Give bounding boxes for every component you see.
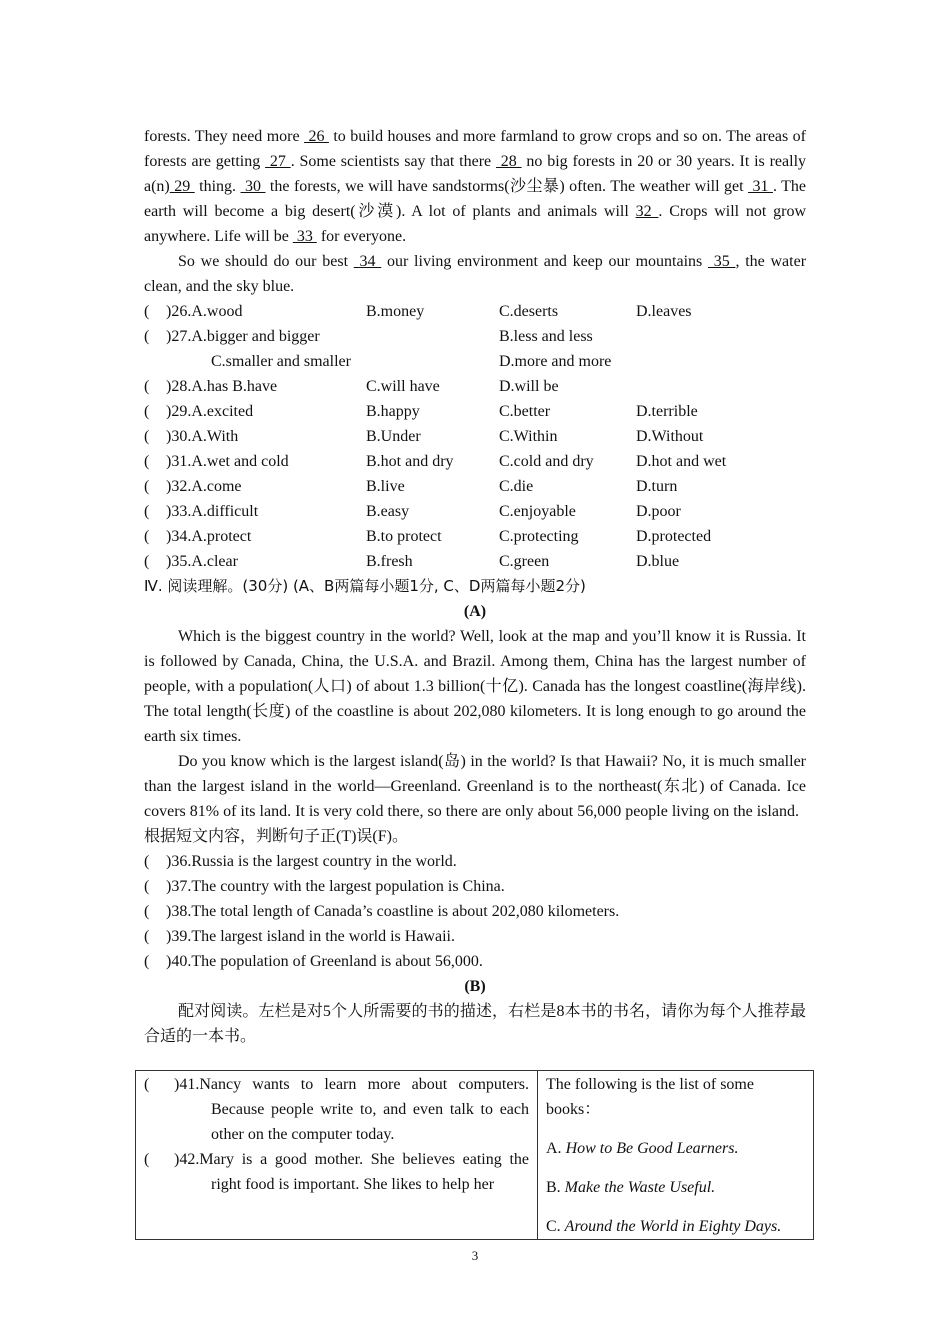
descriptions-column — [136, 1071, 538, 1240]
cloze-text: thing. — [194, 178, 241, 195]
option-a: )29.A.excited — [166, 403, 254, 420]
option-row — [144, 549, 806, 574]
books-intro: The following is the list of some books： — [546, 1076, 754, 1118]
question-text: Mary is a good mother. She believes eating the right food is important. She likes to help her — [199, 1151, 529, 1193]
option-c: C.green — [499, 553, 550, 570]
cloze-blank: 31 — [748, 178, 773, 195]
option-row — [144, 374, 806, 399]
cloze-text: forests. They need more — [144, 128, 305, 145]
page-content — [144, 124, 806, 1049]
option-d: D.hot and wet — [636, 453, 727, 470]
option-c: C.Within — [499, 428, 558, 445]
option-a: )35.A.clear — [166, 553, 238, 570]
option-a: )28.A.has B.have — [166, 378, 278, 395]
cloze-blank: 28 — [495, 153, 522, 170]
cloze-text: . The earth will become a big desert(沙漠). A lot of plants and animals will — [144, 178, 807, 220]
option-c: B.less and less — [499, 328, 593, 345]
tf-statement: )36.Russia is the largest country in the world. — [166, 853, 457, 870]
option-row — [144, 499, 806, 524]
option-row — [144, 424, 806, 449]
book-item: C. Around the World in Eighty Days. — [546, 1218, 782, 1235]
option-row — [144, 324, 806, 349]
cloze-text: . Crops will not grow anywhere. Life will be — [144, 203, 807, 245]
option-row — [144, 474, 806, 499]
cloze-text: the forests, we will have sandstorms(沙尘暴) often. The weather will get — [265, 178, 749, 195]
tf-question — [144, 899, 806, 924]
answer-paren[interactable]: ( — [144, 953, 150, 970]
answer-paren[interactable]: ( — [144, 878, 150, 895]
option-c: C.deserts — [499, 303, 559, 320]
cloze-blank: 26 — [304, 128, 329, 145]
option-d: D.protected — [636, 528, 712, 545]
answer-paren[interactable]: ( — [144, 378, 150, 395]
matching-question: ( )42.Mary is a good mother. She believes eating the right food is important. She likes to help her — [144, 1151, 529, 1193]
option-b: B.fresh — [366, 553, 413, 570]
tf-question — [144, 874, 806, 899]
tf-statement: )38.The total length of Canada’s coastline is about 202,080 kilometers. — [166, 903, 620, 920]
answer-paren[interactable]: ( — [144, 903, 150, 920]
option-c: C.smaller and smaller — [211, 353, 351, 370]
book-item: B. Make the Waste Useful. — [546, 1179, 716, 1196]
cloze-blank: 29 — [169, 178, 195, 195]
option-c: C.die — [499, 478, 534, 495]
tf-question — [144, 924, 806, 949]
option-b: B.hot and dry — [366, 453, 454, 470]
option-b: B.Under — [366, 428, 421, 445]
answer-paren[interactable]: ( — [144, 528, 150, 545]
option-d: D.Without — [636, 428, 704, 445]
tf-statement: )39.The largest island in the world is Hawaii. — [166, 928, 455, 945]
tf-question — [144, 949, 806, 974]
answer-paren[interactable]: ( — [144, 553, 150, 570]
option-a: )32.A.come — [166, 478, 242, 495]
page-number: 3 — [471, 1248, 479, 1263]
option-d: D.turn — [636, 478, 678, 495]
cloze-blank: 30 — [240, 178, 266, 195]
cloze-passage — [144, 124, 806, 299]
option-a: )31.A.wet and cold — [166, 453, 289, 470]
passage-a-title: (A) — [463, 603, 487, 620]
option-b: B.easy — [366, 503, 410, 520]
tf-questions — [144, 849, 806, 974]
cloze-text: . Some scientists say that there — [290, 153, 496, 170]
cloze-text: to build houses and more farmland to grow crops and so on. The areas of forests are getting — [144, 128, 807, 170]
cloze-blank: 34 — [353, 253, 382, 270]
option-b: B.live — [366, 478, 405, 495]
cloze-text: for everyone. — [316, 228, 407, 245]
option-a: )33.A.difficult — [166, 503, 259, 520]
passage-b-title: (B) — [464, 978, 486, 995]
option-row — [144, 299, 806, 324]
option-b: C.will have — [366, 378, 440, 395]
book-item: A. How to Be Good Learners. — [546, 1140, 739, 1157]
option-a: )30.A.With — [166, 428, 239, 445]
option-c: C.cold and dry — [499, 453, 594, 470]
option-b: B.happy — [366, 403, 420, 420]
answer-paren[interactable]: ( — [144, 328, 150, 345]
question-text: Nancy wants to learn more about computers. Because people write to, and even talk to each other on the computer today. — [199, 1076, 529, 1143]
passage-a-paragraph: Which is the biggest country in the world? Well, look at the map and you’ll know it is Russia. It is followed by Canada, China, the U.S.A. and Brazil. Among them, China has the largest number of people, with a population(人口) of about 1.3 billion(十亿). Canada has the longest coastline(海岸线). The total length(长度) of the coastline is about 202,080 kilometers. It is long enough to go around the earth six times. — [144, 628, 806, 745]
answer-paren[interactable]: ( — [144, 853, 150, 870]
cloze-text: our living environment and keep our mountains — [381, 253, 708, 270]
books-column — [538, 1071, 814, 1240]
option-row — [144, 449, 806, 474]
option-c: D.more and more — [499, 353, 612, 370]
option-b: B.to protect — [366, 528, 442, 545]
option-b: B.money — [366, 303, 425, 320]
option-c: D.will be — [499, 378, 559, 395]
tf-statement: )37.The country with the largest population is China. — [166, 878, 505, 895]
answer-paren[interactable]: ( — [144, 303, 150, 320]
cloze-paragraph — [144, 124, 806, 249]
option-row — [144, 399, 806, 424]
cloze-options — [144, 299, 806, 574]
option-a: )34.A.protect — [166, 528, 252, 545]
answer-paren[interactable]: ( — [144, 478, 150, 495]
option-d: D.poor — [636, 503, 681, 520]
option-d: D.blue — [636, 553, 680, 570]
option-d: D.terrible — [636, 403, 698, 420]
passage-b-instruction: 配对阅读。左栏是对5个人所需要的书的描述，右栏是8本书的书名，请你为每个人推荐最合适的一本书。 — [144, 1003, 806, 1045]
tf-instruction: 根据短文内容，判断句子正(T)误(F)。 — [144, 828, 408, 845]
option-row — [144, 349, 806, 374]
matching-question: ( )41.Nancy wants to learn more about computers. Because people write to, and even talk to each other on the computer today. — [144, 1076, 529, 1143]
cloze-blank: 35 — [707, 253, 736, 270]
cloze-paragraph — [144, 249, 806, 299]
section-heading: Ⅳ. 阅读理解。(30分) (A、B两篇每小题1分, C、D两篇每小题2分) — [144, 577, 586, 595]
option-c: C.protecting — [499, 528, 579, 545]
answer-paren[interactable]: ( — [144, 503, 150, 520]
tf-statement: )40.The population of Greenland is about 56,000. — [166, 953, 483, 970]
option-row — [144, 524, 806, 549]
option-c: C.enjoyable — [499, 503, 576, 520]
matching-table — [135, 1070, 814, 1240]
tf-question — [144, 849, 806, 874]
option-d: D.leaves — [636, 303, 692, 320]
cloze-blank: 33 — [292, 228, 317, 245]
cloze-text: , the water clean, and the sky blue. — [144, 253, 807, 295]
passage-a-paragraph: Do you know which is the largest island(岛) in the world? Is that Hawaii? No, it is much smaller than the largest island in the world—Greenland. Greenland is to the northeast(东北) of Canada. Ice covers 81% of its land. It is very cold there, so there are only about 56,000 people living on the island. — [144, 753, 806, 820]
answer-paren[interactable]: ( — [144, 403, 150, 420]
cloze-blank: 27 — [265, 153, 291, 170]
answer-paren[interactable]: ( — [144, 928, 150, 945]
answer-paren[interactable]: ( — [144, 453, 150, 470]
answer-paren[interactable]: ( — [144, 428, 150, 445]
cloze-blank: 32 — [635, 203, 659, 220]
cloze-text: no big forests in 20 or 30 years. It is really a(n) — [144, 153, 807, 195]
option-c: C.better — [499, 403, 551, 420]
cloze-text: So we should do our best — [178, 253, 354, 270]
option-a: )26.A.wood — [166, 303, 243, 320]
option-a: )27.A.bigger and bigger — [166, 328, 320, 345]
